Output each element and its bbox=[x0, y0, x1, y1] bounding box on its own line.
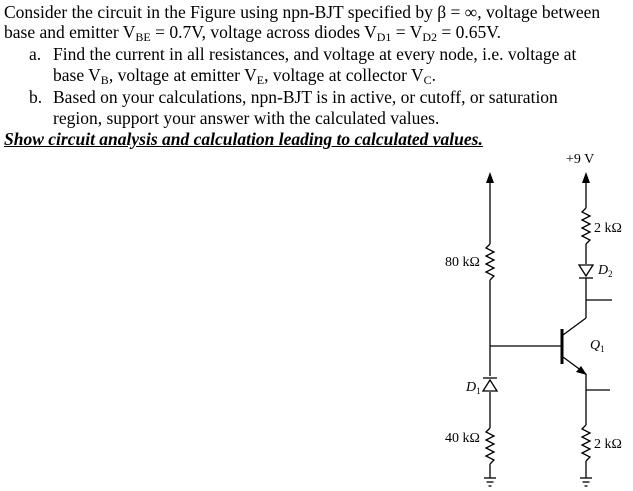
collector-lead bbox=[563, 318, 586, 335]
item-a-marker: a. bbox=[29, 44, 42, 64]
problem-intro-line1: Consider the circuit in the Figure using npn-BJT specified by β = ∞, voltage between bbox=[4, 2, 601, 22]
r-bottom-right-label: 2 kΩ bbox=[594, 437, 622, 452]
instruction-heading: Show circuit analysis and calculation leading to calculated values. bbox=[4, 129, 483, 149]
item-b-line2: region, support your answer with the calculated values. bbox=[53, 108, 440, 128]
r-top-right-label: 2 kΩ bbox=[594, 221, 622, 236]
resistor-40k bbox=[486, 428, 494, 464]
diode-d2-icon bbox=[579, 265, 593, 278]
ground-right-icon bbox=[580, 478, 592, 486]
r-top-left-label: 80 kΩ bbox=[445, 255, 480, 270]
left-supply-arrow-icon bbox=[486, 172, 494, 183]
item-a-line2: base $V_B$, voltage at emitter $V_E$, voltage at collector $V_C$. bbox=[53, 65, 437, 87]
resistor-80k bbox=[486, 244, 494, 280]
r-bottom-left-label: 40 kΩ bbox=[445, 431, 480, 446]
diode-d1-label: $D_1$ bbox=[466, 380, 481, 396]
item-b-line1: Based on your calculations, npn-BJT is in active, or cutoff, or saturation bbox=[53, 87, 558, 107]
right-supply-arrow-icon bbox=[582, 172, 590, 183]
resistor-2k-bottom bbox=[582, 425, 590, 461]
problem-intro-line2: base and emitter $V_{BE} = 0.7V$, voltage across diodes $V_{D1} = V_{D2} = 0.65V$. bbox=[4, 22, 502, 44]
diode-d1-icon bbox=[483, 378, 497, 391]
transistor-label: $Q_1$ bbox=[590, 338, 605, 354]
item-a-line1: Find the current in all resistances, and voltage at every node, i.e. voltage at bbox=[53, 44, 577, 64]
resistor-2k-top bbox=[582, 208, 590, 244]
ground-left-icon bbox=[484, 478, 496, 486]
supply-label: +9 V bbox=[566, 152, 595, 167]
item-b-marker: b. bbox=[29, 87, 43, 107]
diode-d2-label: $D_2$ bbox=[598, 263, 613, 279]
